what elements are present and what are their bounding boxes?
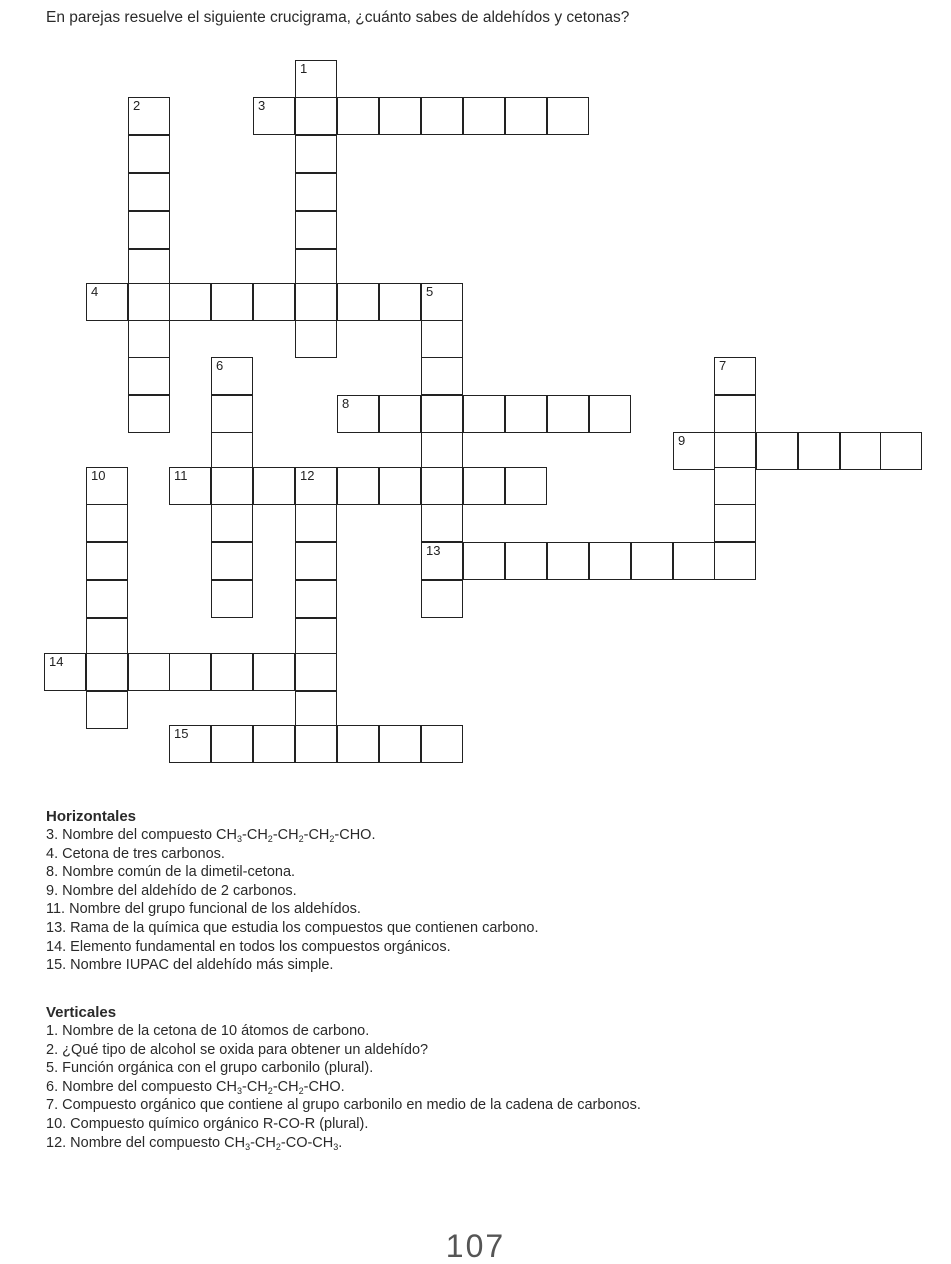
- clue-number: 3: [258, 98, 266, 113]
- crossword-cell[interactable]: [714, 395, 756, 433]
- crossword-cell[interactable]: [673, 432, 715, 470]
- crossword-cell[interactable]: [337, 283, 379, 321]
- crossword-cell[interactable]: [714, 432, 756, 470]
- crossword-cell[interactable]: [211, 542, 253, 580]
- crossword-cell[interactable]: [505, 542, 547, 580]
- crossword-cell[interactable]: [589, 542, 631, 580]
- clue-number: 14: [49, 654, 64, 669]
- crossword-cell[interactable]: [86, 467, 128, 505]
- crossword-cell[interactable]: [421, 580, 463, 618]
- crossword-cell[interactable]: [379, 395, 421, 433]
- clue-item: 7. Compuesto orgánico que contiene al grupo carbonilo en medio de la cadena de carbonos.: [46, 1097, 641, 1114]
- crossword-cell[interactable]: [128, 211, 170, 249]
- crossword-cell[interactable]: [128, 653, 170, 691]
- crossword-cell[interactable]: [295, 135, 337, 173]
- crossword-cell[interactable]: [253, 653, 295, 691]
- clue-number: 8: [342, 396, 350, 411]
- crossword-cell[interactable]: [86, 542, 128, 580]
- crossword-cell[interactable]: [211, 467, 253, 505]
- crossword-cell[interactable]: [128, 395, 170, 433]
- clue-item: 14. Elemento fundamental en todos los compuestos orgánicos.: [46, 938, 451, 955]
- crossword-cell[interactable]: [631, 542, 673, 580]
- clue-number: 13: [426, 543, 441, 558]
- crossword-cell[interactable]: [337, 97, 379, 135]
- clue-item: 12. Nombre del compuesto $CH_3-CH_2-CO-CH_3$.: [46, 1134, 343, 1152]
- instructions: En parejas resuelve el siguiente crucigrama, ¿cuánto sabes de aldehídos y cetonas?: [46, 9, 630, 26]
- crossword-cell[interactable]: [421, 283, 463, 321]
- crossword-cell[interactable]: [211, 580, 253, 618]
- clue-number: 2: [133, 98, 141, 113]
- clue-number: 5: [426, 284, 434, 299]
- crossword-cell[interactable]: [295, 320, 337, 358]
- crossword-cell[interactable]: [880, 432, 922, 470]
- clue-item: 5. Función orgánica con el grupo carbonilo (plural).: [46, 1060, 374, 1077]
- crossword-cell[interactable]: [295, 618, 337, 656]
- crossword-cell[interactable]: [421, 467, 463, 505]
- crossword-cell[interactable]: [421, 432, 463, 470]
- crossword-cell[interactable]: [295, 725, 337, 763]
- crossword-cell[interactable]: [128, 97, 170, 135]
- crossword-cell[interactable]: [86, 504, 128, 542]
- crossword-cell[interactable]: [211, 653, 253, 691]
- crossword-cell[interactable]: [714, 357, 756, 395]
- crossword-cell[interactable]: [547, 97, 589, 135]
- crossword-cell[interactable]: [253, 467, 295, 505]
- vertical-clues: [46, 1003, 641, 1152]
- clue-number: 10: [91, 468, 106, 483]
- clue-number: 11: [174, 468, 188, 483]
- crossword-cell[interactable]: [128, 357, 170, 395]
- crossword-cell[interactable]: [337, 467, 379, 505]
- crossword-cell[interactable]: [505, 467, 547, 505]
- clue-number: 1: [300, 61, 308, 76]
- crossword-cell[interactable]: [463, 467, 505, 505]
- crossword-cell[interactable]: [547, 542, 589, 580]
- crossword-cell[interactable]: [86, 618, 128, 656]
- crossword-cell[interactable]: [714, 467, 756, 505]
- clue-item: 13. Rama de la química que estudia los compuestos que contienen carbono.: [46, 919, 539, 936]
- crossword-cell[interactable]: [86, 691, 128, 729]
- crossword-cell[interactable]: [86, 283, 128, 321]
- clue-item: 6. Nombre del compuesto $CH_3-CH_2-CH_2$-CHO.: [46, 1078, 345, 1096]
- crossword-cell[interactable]: [463, 542, 505, 580]
- crossword-cell[interactable]: [169, 653, 211, 691]
- crossword-cell[interactable]: [128, 283, 170, 321]
- crossword-cell[interactable]: [128, 320, 170, 358]
- crossword-cell[interactable]: [505, 97, 547, 135]
- crossword-cell[interactable]: [169, 283, 211, 321]
- crossword-cell[interactable]: [295, 580, 337, 618]
- crossword-cell[interactable]: [421, 504, 463, 542]
- crossword-cell[interactable]: [421, 320, 463, 358]
- crossword-cell[interactable]: [253, 725, 295, 763]
- clue-number: 6: [216, 358, 224, 373]
- crossword-cell[interactable]: [379, 467, 421, 505]
- crossword-cell[interactable]: [421, 357, 463, 395]
- crossword-cell[interactable]: [714, 542, 756, 580]
- crossword-cell[interactable]: [295, 691, 337, 729]
- crossword-cell[interactable]: [169, 725, 211, 763]
- crossword-cell[interactable]: [589, 395, 631, 433]
- clue-item: 3. Nombre del compuesto $CH_3-CH_2-CH_2-CH_2$-CHO.: [46, 827, 376, 844]
- crossword-cell[interactable]: [295, 249, 337, 287]
- clue-item: 15. Nombre IUPAC del aldehído más simple.: [46, 957, 334, 974]
- crossword-cell[interactable]: [169, 467, 211, 505]
- crossword-cell[interactable]: [379, 97, 421, 135]
- crossword-cell[interactable]: [295, 467, 337, 505]
- horizontal-heading: Horizontales: [46, 808, 137, 825]
- clue-item: 1. Nombre de la cetona de 10 átomos de carbono.: [46, 1023, 370, 1039]
- crossword-cell[interactable]: [295, 283, 337, 321]
- clue-item: 2. ¿Qué tipo de alcohol se oxida para obtener un aldehído?: [46, 1041, 429, 1058]
- clue-item: 8. Nombre común de la dimetil-cetona.: [46, 864, 296, 881]
- crossword-cell[interactable]: [211, 504, 253, 542]
- clue-item: 11. Nombre del grupo funcional de los aldehídos.: [46, 901, 361, 918]
- crossword-cell[interactable]: [421, 97, 463, 135]
- crossword-cell[interactable]: [756, 432, 798, 470]
- crossword-cell[interactable]: [295, 173, 337, 211]
- crossword-cell[interactable]: [211, 432, 253, 470]
- crossword-cell[interactable]: [295, 60, 337, 98]
- crossword-cell[interactable]: [673, 542, 715, 580]
- crossword-cell[interactable]: [295, 211, 337, 249]
- crossword-cell[interactable]: [295, 653, 337, 691]
- page-number: 107: [445, 1228, 506, 1264]
- crossword-cell[interactable]: [505, 395, 547, 433]
- crossword-cell[interactable]: [86, 580, 128, 618]
- crossword-cell[interactable]: [295, 542, 337, 580]
- crossword-cell[interactable]: [337, 725, 379, 763]
- clue-item: 9. Nombre del aldehído de 2 carbonos.: [46, 882, 297, 899]
- horizontal-clues: [46, 807, 539, 975]
- crossword-cell[interactable]: [337, 395, 379, 433]
- clue-number: 7: [719, 358, 727, 373]
- crossword-cell[interactable]: [295, 504, 337, 542]
- crossword-cell[interactable]: [44, 653, 86, 691]
- clue-item: 4. Cetona de tres carbonos.: [46, 845, 225, 862]
- clue-number: 9: [678, 433, 686, 448]
- clue-number: 15: [174, 726, 189, 741]
- crossword-cell[interactable]: [379, 283, 421, 321]
- vertical-heading: Verticales: [46, 1004, 117, 1021]
- crossword-cell[interactable]: [421, 542, 463, 580]
- crossword-cell[interactable]: [379, 725, 421, 763]
- crossword-cell[interactable]: [253, 97, 295, 135]
- crossword-cell[interactable]: [714, 504, 756, 542]
- clue-number: 4: [91, 284, 99, 299]
- crossword-cell[interactable]: [421, 725, 463, 763]
- crossword-cell[interactable]: [798, 432, 840, 470]
- crossword-cell[interactable]: [840, 432, 882, 470]
- crossword-cell[interactable]: [463, 97, 505, 135]
- crossword-cell[interactable]: [86, 653, 128, 691]
- crossword-cell[interactable]: [253, 283, 295, 321]
- crossword-cell[interactable]: [463, 395, 505, 433]
- crossword-cell[interactable]: [211, 725, 253, 763]
- crossword-cell[interactable]: [211, 395, 253, 433]
- clue-number: 12: [300, 468, 315, 483]
- crossword-cell[interactable]: [211, 283, 253, 321]
- crossword-cell[interactable]: [128, 173, 170, 211]
- clue-item: 10. Compuesto químico orgánico R-CO-R (plural).: [46, 1115, 369, 1132]
- crossword-cell[interactable]: [295, 97, 337, 135]
- crossword-cell[interactable]: [421, 395, 463, 433]
- crossword-cell[interactable]: [547, 395, 589, 433]
- crossword-cell[interactable]: [211, 357, 253, 395]
- crossword-cell[interactable]: [128, 249, 170, 287]
- crossword-cell[interactable]: [128, 135, 170, 173]
